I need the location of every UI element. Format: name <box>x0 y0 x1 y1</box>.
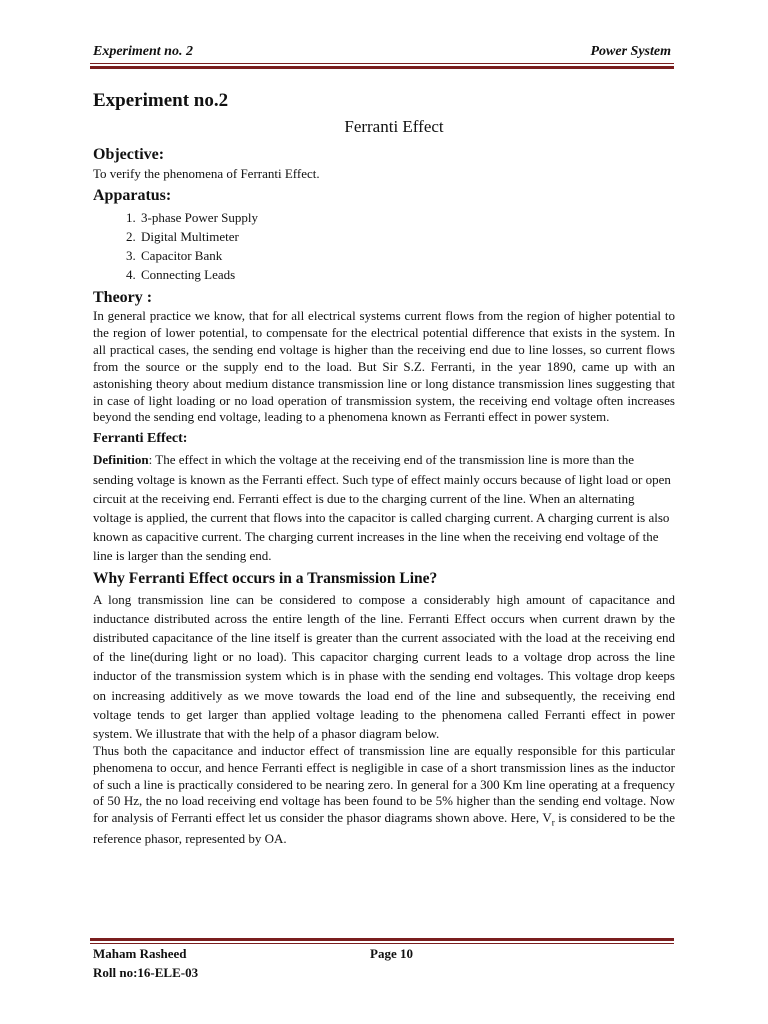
apparatus-heading: Apparatus: <box>93 187 172 204</box>
why-heading: Why Ferranti Effect occurs in a Transmission Line? <box>93 569 438 587</box>
definition-label: Definition <box>93 452 149 468</box>
why-text: A long transmission line can be considered to compose a considerably high amount of capacitance and inductance distributed across the entire length of the line. Ferranti Effect occurs when current drawn by the distributed capacitance of the line itself is greater than the current associated with the load at the receiving end of the line(during light or no load). This capacitor charging current leads to a voltage drop across the line inductor of the transmission system which is in phase with the sending end voltages. This voltage drop keeps on increasing additively as we move towards the load end of the line and subsequently, the receiving end voltage tends to get larger than applied voltage leading to the phenomena called Ferranti effect in power system. We illustrate that with the help of a phasor diagram below. <box>93 591 675 741</box>
apparatus-list <box>93 208 675 284</box>
tail-text-a: Thus both the capacitance and inductor effect of transmission line are equally responsible for this particular phenomena to occur, and hence Ferranti effect is negligible in case of a short transmission lines as the inductor of such a line is practically considered to be nearing zero. In general for a 300 Km line operating at a frequency of 50 Hz, the no load receiving end voltage has been found to be 5% higher than the sending end voltage. Now for analysis of Ferranti effect let us consider the phasor diagrams shown above. Here, V <box>93 743 675 825</box>
running-header <box>93 44 671 64</box>
author-name: Maham Rasheed <box>93 946 187 961</box>
why-tail-text <box>93 743 675 848</box>
header-rule <box>90 63 674 69</box>
list-item: 2. Digital Multimeter <box>139 227 675 246</box>
list-item: 4. Connecting Leads <box>139 265 675 284</box>
tail-text-b: is considered to be the reference phasor, represented by OA. <box>93 810 675 847</box>
page-body <box>93 86 675 848</box>
page-number: Page 10 <box>370 946 413 961</box>
list-item: 1. 3-phase Power Supply <box>139 208 675 227</box>
definition-text: : The effect in which the voltage at the receiving end of the transmission line is more than the sending voltage is known as the Ferranti effect. Such type of effect mainly occurs because of light load or open circuit at the receiving end. Ferranti effect is due to the charging current of the line. When an alternating voltage is applied, the current that flows into the capacitor is called charging current. A charging current is also known as capacitive current. The charging current increases in the line when the receiving end voltage of the line is larger than the sending end. <box>93 452 671 564</box>
theory-text: In general practice we know, that for all electrical systems current flows from the region of higher potential to the region of lower potential, to compensate for the electrical potential difference that exists in the system. In all practical cases, the sending end voltage is higher than the receiving end due to line losses, so current flows from the source or the supply end to the load. But Sir S.Z. Ferranti, in the year 1890, came up with an astonishing theory about medium distance transmission line or long distance transmission lines suggesting that in case of light loading or no load operation of transmission system, the receiving end voltage often increases beyond the sending end voltage, leading to a phenomena known as Ferranti effect in power system. <box>93 308 675 425</box>
objective-text: To verify the phenomena of Ferranti Effect. <box>93 166 320 181</box>
page-subtitle: Ferranti Effect <box>344 117 444 136</box>
theory-heading: Theory : <box>93 289 153 306</box>
ferranti-effect-heading: Ferranti Effect: <box>93 431 188 447</box>
header-right: Power System <box>590 44 671 59</box>
footer-rule <box>90 938 674 944</box>
objective-heading: Objective: <box>93 146 165 163</box>
header-left: Experiment no. 2 <box>93 44 193 59</box>
definition-paragraph <box>93 450 675 565</box>
roll-number: Roll no:16-ELE-03 <box>93 965 199 980</box>
list-item: 3. Capacitor Bank <box>139 246 675 265</box>
subscript-r: r <box>551 817 555 828</box>
page-title: Experiment no.2 <box>93 90 229 111</box>
